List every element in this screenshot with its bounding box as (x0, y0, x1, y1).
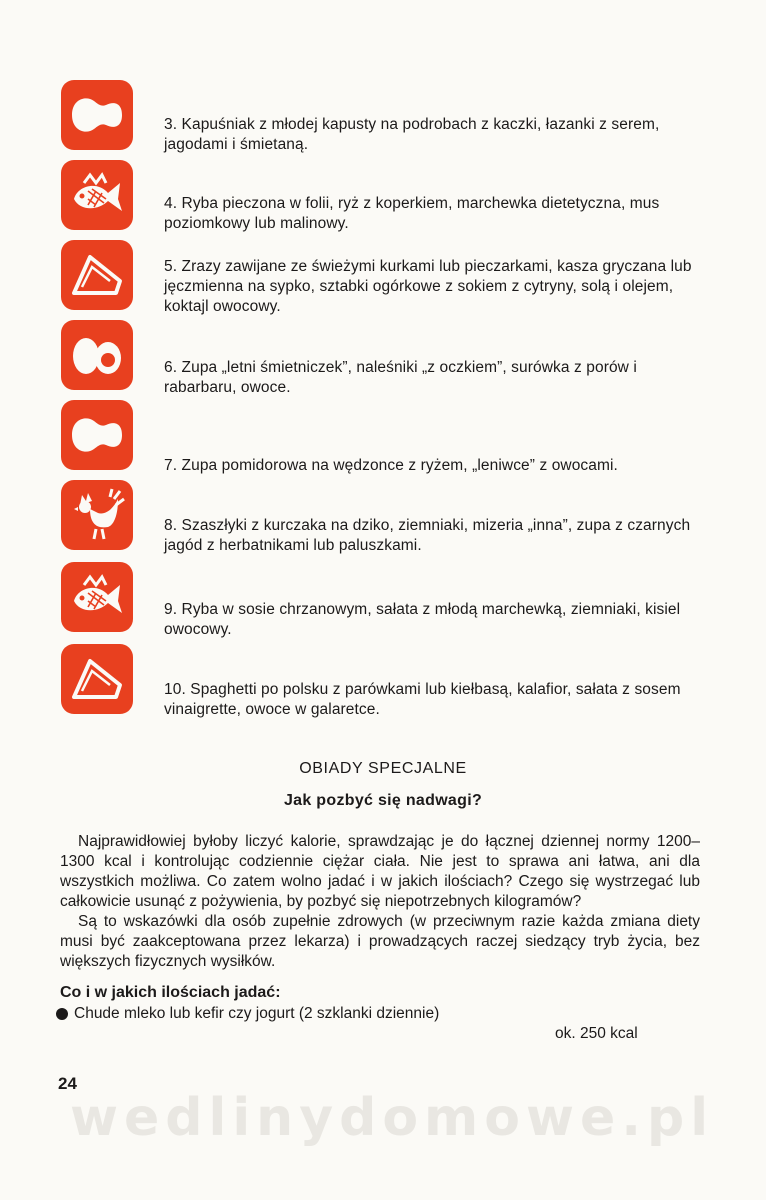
meat-icon (61, 240, 133, 310)
heart-icon (61, 80, 133, 150)
fish-icon (61, 562, 133, 632)
menu-item-9: 9. Ryba w sosie chrzanowym, sałata z młodą marchewką, ziemniaki, kisiel owocowy. (164, 601, 681, 638)
menu-item-4: 4. Ryba pieczona w folii, ryż z koperkiem, marchewka dietetyczna, mus poziomkowy lub malinowy. (164, 195, 660, 232)
list-item-text: Chude mleko lub kefir czy jogurt (2 szklanki dziennie) (74, 1005, 440, 1022)
paragraph-1: Najprawidłowiej byłoby liczyć kalorie, sprawdzając je do łącznej dziennej normy 1200–1300 kcal i kontrolując codziennie ciężar ciała. Nie jest to sprawa ani łatwa, ani dla wszystkich możliwa. Co zatem wolno jadać i w jakich ilościach? Czego się wystrzegać lub całkowicie usunąć z pożywienia, by pozbyć się niepotrzebnych kilogramów? (60, 833, 700, 910)
list-heading: Co i w jakich ilościach jadać: (60, 984, 281, 1001)
menu-item-10: 10. Spaghetti po polsku z parówkami lub kiełbasą, kalafior, sałata z sosem vinaigrette, owoce w galaretce. (164, 681, 681, 718)
paragraph-2: Są to wskazówki dla osób zupełnie zdrowych (w przeciwnym razie każda zmiana diety musi być zaakceptowana przez lekarza) i prowadzących raczej siedzący tryb życia, bez większych fizycznych wysiłków. (60, 913, 700, 970)
bullet-icon (56, 1008, 68, 1020)
page-number: 24 (58, 1074, 77, 1093)
menu-item-8: 8. Szaszłyki z kurczaka na dziko, ziemniaki, mizeria „inna”, zupa z czarnych jagód z herbatnikami lub paluszkami. (164, 517, 691, 554)
list-item-kcal: ok. 250 kcal (555, 1025, 638, 1042)
eggs-icon (61, 320, 133, 390)
paragraph-intro (60, 832, 700, 972)
fish-icon (61, 160, 133, 230)
rooster-icon (61, 480, 133, 550)
watermark: wedlinydomowe.pl (70, 1088, 715, 1148)
meat-icon (61, 644, 133, 714)
menu-item-3: 3. Kapuśniak z młodej kapusty na podrobach z kaczki, łazanki z serem, jagodami i śmietaną. (164, 116, 660, 153)
menu-item-6: 6. Zupa „letni śmietniczek”, naleśniki „z oczkiem”, surówka z porów i rabarbaru, owoce. (164, 359, 637, 396)
menu-item-7: 7. Zupa pomidorowa na wędzonce z ryżem, „leniwce” z owocami. (164, 457, 618, 474)
menu-item-5: 5. Zrazy zawijane ze świeżymi kurkami lub pieczarkami, kasza gryczana lub jęczmienna na sypko, sztabki ogórkowe z sokiem z cytryny, solą i olejem, koktajl owocowy. (164, 258, 692, 315)
section-title: OBIADY SPECJALNE (299, 760, 467, 777)
section-subtitle: Jak pozbyć się nadwagi? (283, 792, 483, 809)
heart-icon (61, 400, 133, 470)
